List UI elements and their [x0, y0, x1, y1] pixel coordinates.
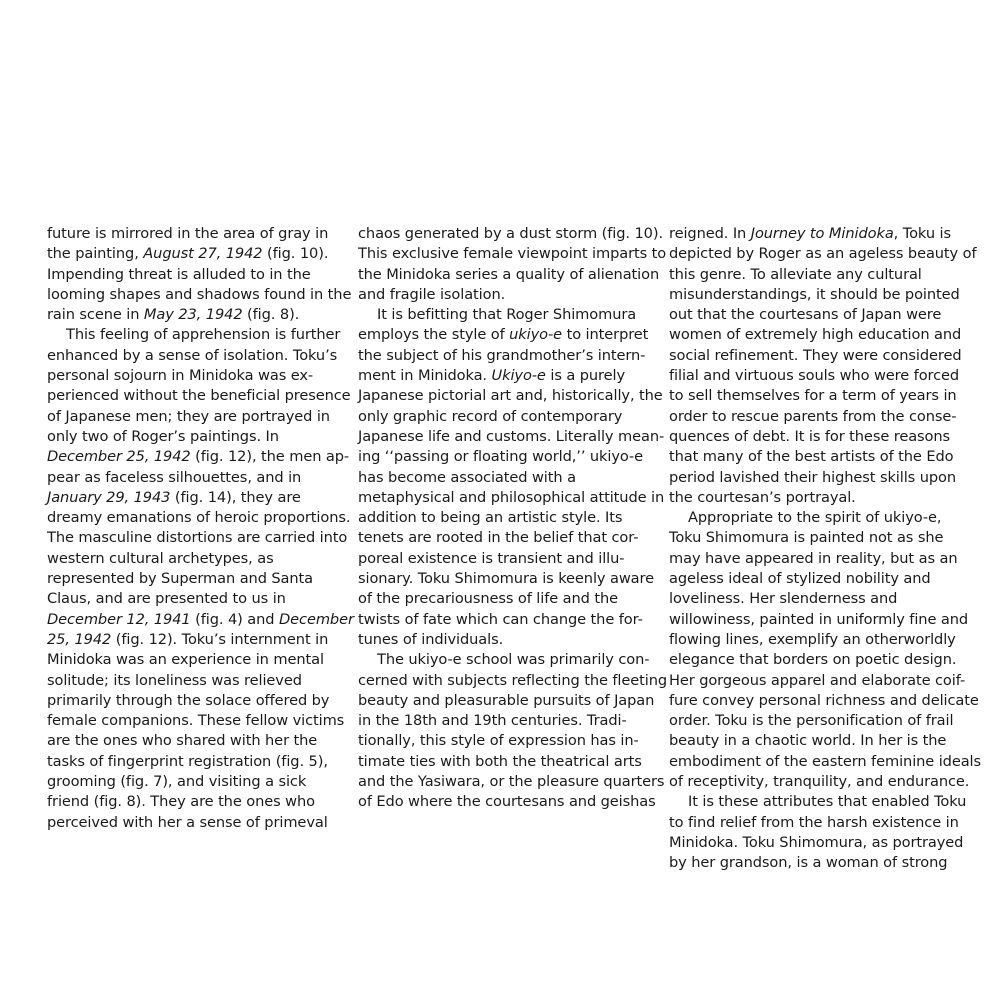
text-line: [47, 386, 351, 406]
paragraph-first-line: [669, 508, 961, 528]
text-line: [669, 488, 961, 508]
text-run: are the ones who shared with her the: [47, 732, 318, 750]
text-line: [47, 488, 339, 508]
text-line: [47, 285, 352, 305]
text-run: by her grandson, is a woman of strong: [669, 854, 948, 872]
text-line: [669, 671, 966, 691]
text-line: [669, 853, 961, 873]
text-run: pear as faceless silhouettes, and in: [47, 468, 302, 486]
text-line: [669, 589, 961, 609]
text-run: social refinement. They were considered: [669, 346, 962, 364]
text-run: western cultural archetypes, as: [47, 549, 274, 567]
text-line: [47, 772, 339, 792]
text-line: [47, 813, 339, 833]
text-run: , Toku is: [893, 225, 951, 242]
text-line: [669, 549, 961, 569]
text-line: [47, 650, 339, 670]
text-run: Claus, and are presented to us in: [47, 590, 286, 608]
text-line: [47, 468, 339, 488]
text-run: Her gorgeous apparel and elaborate coif-: [669, 671, 966, 689]
text-run: fure convey personal richness and delicate: [669, 691, 979, 709]
text-line: [47, 508, 351, 528]
text-run: (fig. 12). Toku’s internment in: [111, 630, 329, 648]
text-line: [47, 447, 350, 467]
text-run: represented by Superman and Santa: [47, 570, 314, 588]
text-run: enhanced by a sense of isolation. Toku’s: [47, 346, 338, 364]
text-run: rain scene in: [47, 306, 144, 324]
text-run: tenets are rooted in the belief that cor-: [358, 529, 639, 547]
text-column-right: [669, 224, 982, 874]
text-run: may have appeared in reality, but as an: [669, 549, 958, 567]
text-line: [669, 447, 961, 467]
text-line: [47, 244, 339, 264]
text-run: to find relief from the harsh existence in: [669, 813, 959, 831]
text-run: cerned with subjects reflecting the fleeting: [358, 671, 668, 689]
text-line: [669, 772, 970, 792]
text-run: (fig. 14), they are: [170, 488, 301, 506]
italic-title: May 23, 1942: [143, 306, 243, 324]
text-line: [47, 630, 339, 650]
text-line: [358, 528, 650, 548]
text-run: the subject of his grandmother’s intern-: [358, 346, 646, 364]
text-line: [358, 325, 650, 345]
text-run: only graphic record of contemporary: [358, 407, 623, 425]
text-line: [358, 691, 655, 711]
italic-title: ukiyo-e: [509, 326, 563, 344]
text-line: [669, 752, 982, 772]
text-line: [358, 792, 656, 812]
text-line: [358, 386, 663, 406]
text-line: [669, 650, 961, 670]
text-run: addition to being an artistic style. Its: [358, 509, 623, 527]
text-run: It is befitting that Roger Shimomura: [377, 306, 637, 324]
text-run: the Minidoka series a quality of alienation: [358, 265, 660, 283]
text-column-left: [47, 224, 354, 833]
text-line: [669, 427, 961, 447]
text-run: of the precariousness of life and the: [358, 590, 619, 608]
text-line: [47, 407, 339, 427]
text-line: [47, 265, 339, 285]
text-run: in the 18th and 19th centuries. Tradi-: [358, 712, 627, 730]
text-run: to interpret: [562, 326, 649, 344]
text-line: [358, 589, 650, 609]
text-run: perceived with her a sense of primeval: [47, 813, 328, 831]
text-line: [47, 569, 339, 589]
italic-title: December 12, 1941: [47, 610, 191, 628]
text-line: [358, 671, 668, 691]
text-run: and fragile isolation.: [358, 285, 506, 303]
text-line: [669, 569, 961, 589]
text-line: [358, 427, 665, 447]
text-run: beauty in a chaotic world. In her is the: [669, 732, 947, 750]
text-run: poreal existence is transient and illu-: [358, 549, 625, 567]
text-run: the courtesan’s portrayal.: [669, 488, 856, 506]
text-line: [669, 305, 961, 325]
text-run: sionary. Toku Shimomura is keenly aware: [358, 570, 654, 588]
text-run: ageless ideal of stylized nobility and: [669, 570, 931, 588]
paragraph-first-line: [358, 650, 650, 670]
text-line: [47, 305, 339, 325]
text-run: dreamy emanations of heroic proportions.: [47, 509, 351, 527]
text-run: depicted by Roger as an ageless beauty of: [669, 245, 977, 263]
text-run: grooming (fig. 7), and visiting a sick: [47, 773, 307, 791]
text-run: ment in Minidoka.: [358, 367, 492, 385]
text-line: [358, 265, 660, 285]
text-run: Appropriate to the spirit of ukiyo-e,: [688, 509, 942, 527]
text-line: [669, 691, 979, 711]
text-run: tunes of individuals.: [358, 630, 504, 648]
text-run: employs the style of: [358, 326, 510, 344]
text-line: [358, 711, 650, 731]
text-line: [669, 386, 961, 406]
text-run: is a purely: [545, 367, 626, 385]
text-line: [47, 792, 339, 812]
text-run: that many of the best artists of the Edo: [669, 448, 954, 466]
text-column-middle: [358, 224, 668, 813]
text-line: [358, 610, 650, 630]
text-run: filial and virtuous souls who were forced: [669, 367, 960, 385]
italic-title: 25, 1942: [47, 630, 112, 648]
text-line: [358, 569, 654, 589]
text-line: [47, 224, 339, 244]
text-line: [358, 731, 650, 751]
text-run: of Japanese men; they are portrayed in: [47, 407, 330, 425]
text-line: [358, 447, 650, 467]
text-run: this genre. To alleviate any cultural: [669, 265, 922, 283]
italic-title: December: [279, 610, 354, 628]
text-run: (fig. 10).: [262, 245, 329, 263]
text-line: [358, 488, 665, 508]
text-line: [47, 752, 339, 772]
text-run: has become associated with a: [358, 468, 576, 486]
text-line: [47, 528, 348, 548]
text-run: order. Toku is the personification of frail: [669, 712, 954, 730]
text-run: embodiment of the eastern feminine ideals: [669, 752, 982, 770]
text-run: timate ties with both the theatrical arts: [358, 752, 642, 770]
text-run: solitude; its loneliness was relieved: [47, 671, 302, 689]
text-run: (fig. 8).: [242, 306, 300, 324]
text-run: tasks of fingerprint registration (fig. 5),: [47, 752, 328, 770]
text-line: [669, 610, 969, 630]
text-line: [669, 731, 961, 751]
text-run: loveliness. Her slenderness and: [669, 590, 898, 608]
text-line: [669, 630, 961, 650]
text-run: looming shapes and shadows found in the: [47, 285, 352, 303]
text-line: [47, 346, 339, 366]
text-run: women of extremely high education and: [669, 326, 962, 344]
italic-title: Journey to Minidoka: [750, 225, 894, 242]
text-run: The ukiyo-e school was primarily con-: [377, 651, 650, 669]
text-line: [358, 508, 650, 528]
text-run: Japanese life and customs. Literally mean-: [358, 427, 665, 445]
text-line: [669, 366, 961, 386]
text-line: [47, 711, 345, 731]
text-run: Minidoka. Toku Shimomura, as portrayed: [669, 833, 964, 851]
text-run: It is these attributes that enabled Toku: [688, 793, 967, 811]
text-run: friend (fig. 8). They are the ones who: [47, 793, 315, 811]
text-line: [47, 691, 339, 711]
text-line: [47, 366, 339, 386]
paragraph-first-line: [358, 305, 650, 325]
text-line: [47, 731, 339, 751]
text-run: Impending threat is alluded to in the: [47, 265, 311, 283]
text-run: of receptivity, tranquility, and endurance.: [669, 773, 970, 791]
text-run: order to rescue parents from the conse-: [669, 407, 957, 425]
text-line: [47, 427, 339, 447]
text-line: [358, 366, 650, 386]
text-run: beauty and pleasurable pursuits of Japan: [358, 691, 655, 709]
text-run: perienced without the beneficial presence: [47, 387, 351, 405]
text-line: [669, 833, 964, 853]
text-line: [669, 346, 961, 366]
text-run: elegance that borders on poetic design.: [669, 651, 957, 669]
text-line: [358, 285, 650, 305]
text-run: future is mirrored in the area of gray in: [47, 225, 329, 242]
text-line: [358, 224, 663, 244]
text-line: [669, 244, 977, 264]
text-line: [669, 224, 961, 244]
text-line: [358, 244, 667, 264]
text-run: Toku Shimomura is painted not as she: [669, 529, 944, 547]
text-run: (fig. 12), the men ap-: [190, 448, 350, 466]
text-run: flowing lines, exemplify an otherworldly: [669, 630, 956, 648]
text-line: [669, 468, 961, 488]
text-line: [358, 407, 650, 427]
text-run: willowiness, painted in uniformly fine and: [669, 610, 969, 628]
text-run: and the Yasiwara, or the pleasure quarters: [358, 773, 665, 791]
text-line: [358, 630, 650, 650]
italic-title: December 25, 1942: [47, 448, 191, 466]
paragraph-first-line: [669, 792, 967, 812]
text-run: (fig. 4) and: [190, 610, 279, 628]
text-run: personal sojourn in Minidoka was ex-: [47, 367, 314, 385]
text-run: This feeling of apprehension is further: [66, 326, 341, 344]
text-line: [669, 325, 961, 345]
text-run: of Edo where the courtesans and geishas: [358, 793, 656, 811]
text-line: [669, 407, 961, 427]
paragraph-first-line: [47, 325, 339, 345]
text-run: the painting,: [47, 245, 144, 263]
text-line: [669, 265, 961, 285]
text-line: [669, 711, 961, 731]
text-line: [358, 346, 650, 366]
text-line: [358, 549, 650, 569]
text-line: [47, 610, 354, 630]
text-line: [47, 671, 339, 691]
text-run: reigned. In: [669, 225, 751, 242]
italic-title: August 27, 1942: [143, 245, 263, 263]
text-run: metaphysical and philosophical attitude in: [358, 488, 665, 506]
text-line: [669, 528, 961, 548]
text-run: misunderstandings, it should be pointed: [669, 285, 960, 303]
text-run: only two of Roger’s paintings. In: [47, 427, 279, 445]
text-run: to sell themselves for a term of years in: [669, 387, 957, 405]
text-run: period lavished their highest skills upon: [669, 468, 957, 486]
text-run: Minidoka was an experience in mental: [47, 651, 324, 669]
text-line: [47, 549, 339, 569]
text-run: primarily through the solace offered by: [47, 691, 330, 709]
text-run: ing ‘‘passing or floating world,’’ ukiyo-e: [358, 448, 644, 466]
text-line: [47, 589, 339, 609]
text-line: [669, 813, 961, 833]
text-run: out that the courtesans of Japan were: [669, 306, 942, 324]
text-line: [358, 772, 665, 792]
text-run: twists of fate which can change the for-: [358, 610, 643, 628]
text-run: female companions. These fellow victims: [47, 712, 345, 730]
text-run: Japanese pictorial art and, historically, the: [358, 387, 663, 405]
text-run: quences of debt. It is for these reasons: [669, 427, 951, 445]
text-run: This exclusive female viewpoint imparts to: [358, 245, 667, 263]
text-line: [358, 468, 650, 488]
text-line: [669, 285, 961, 305]
text-run: tionally, this style of expression has in-: [358, 732, 639, 750]
text-line: [358, 752, 650, 772]
text-run: chaos generated by a dust storm (fig. 10).: [358, 225, 663, 242]
italic-title: January 29, 1943: [47, 488, 171, 506]
text-run: The masculine distortions are carried into: [47, 529, 348, 547]
italic-title: Ukiyo-e: [491, 367, 546, 385]
